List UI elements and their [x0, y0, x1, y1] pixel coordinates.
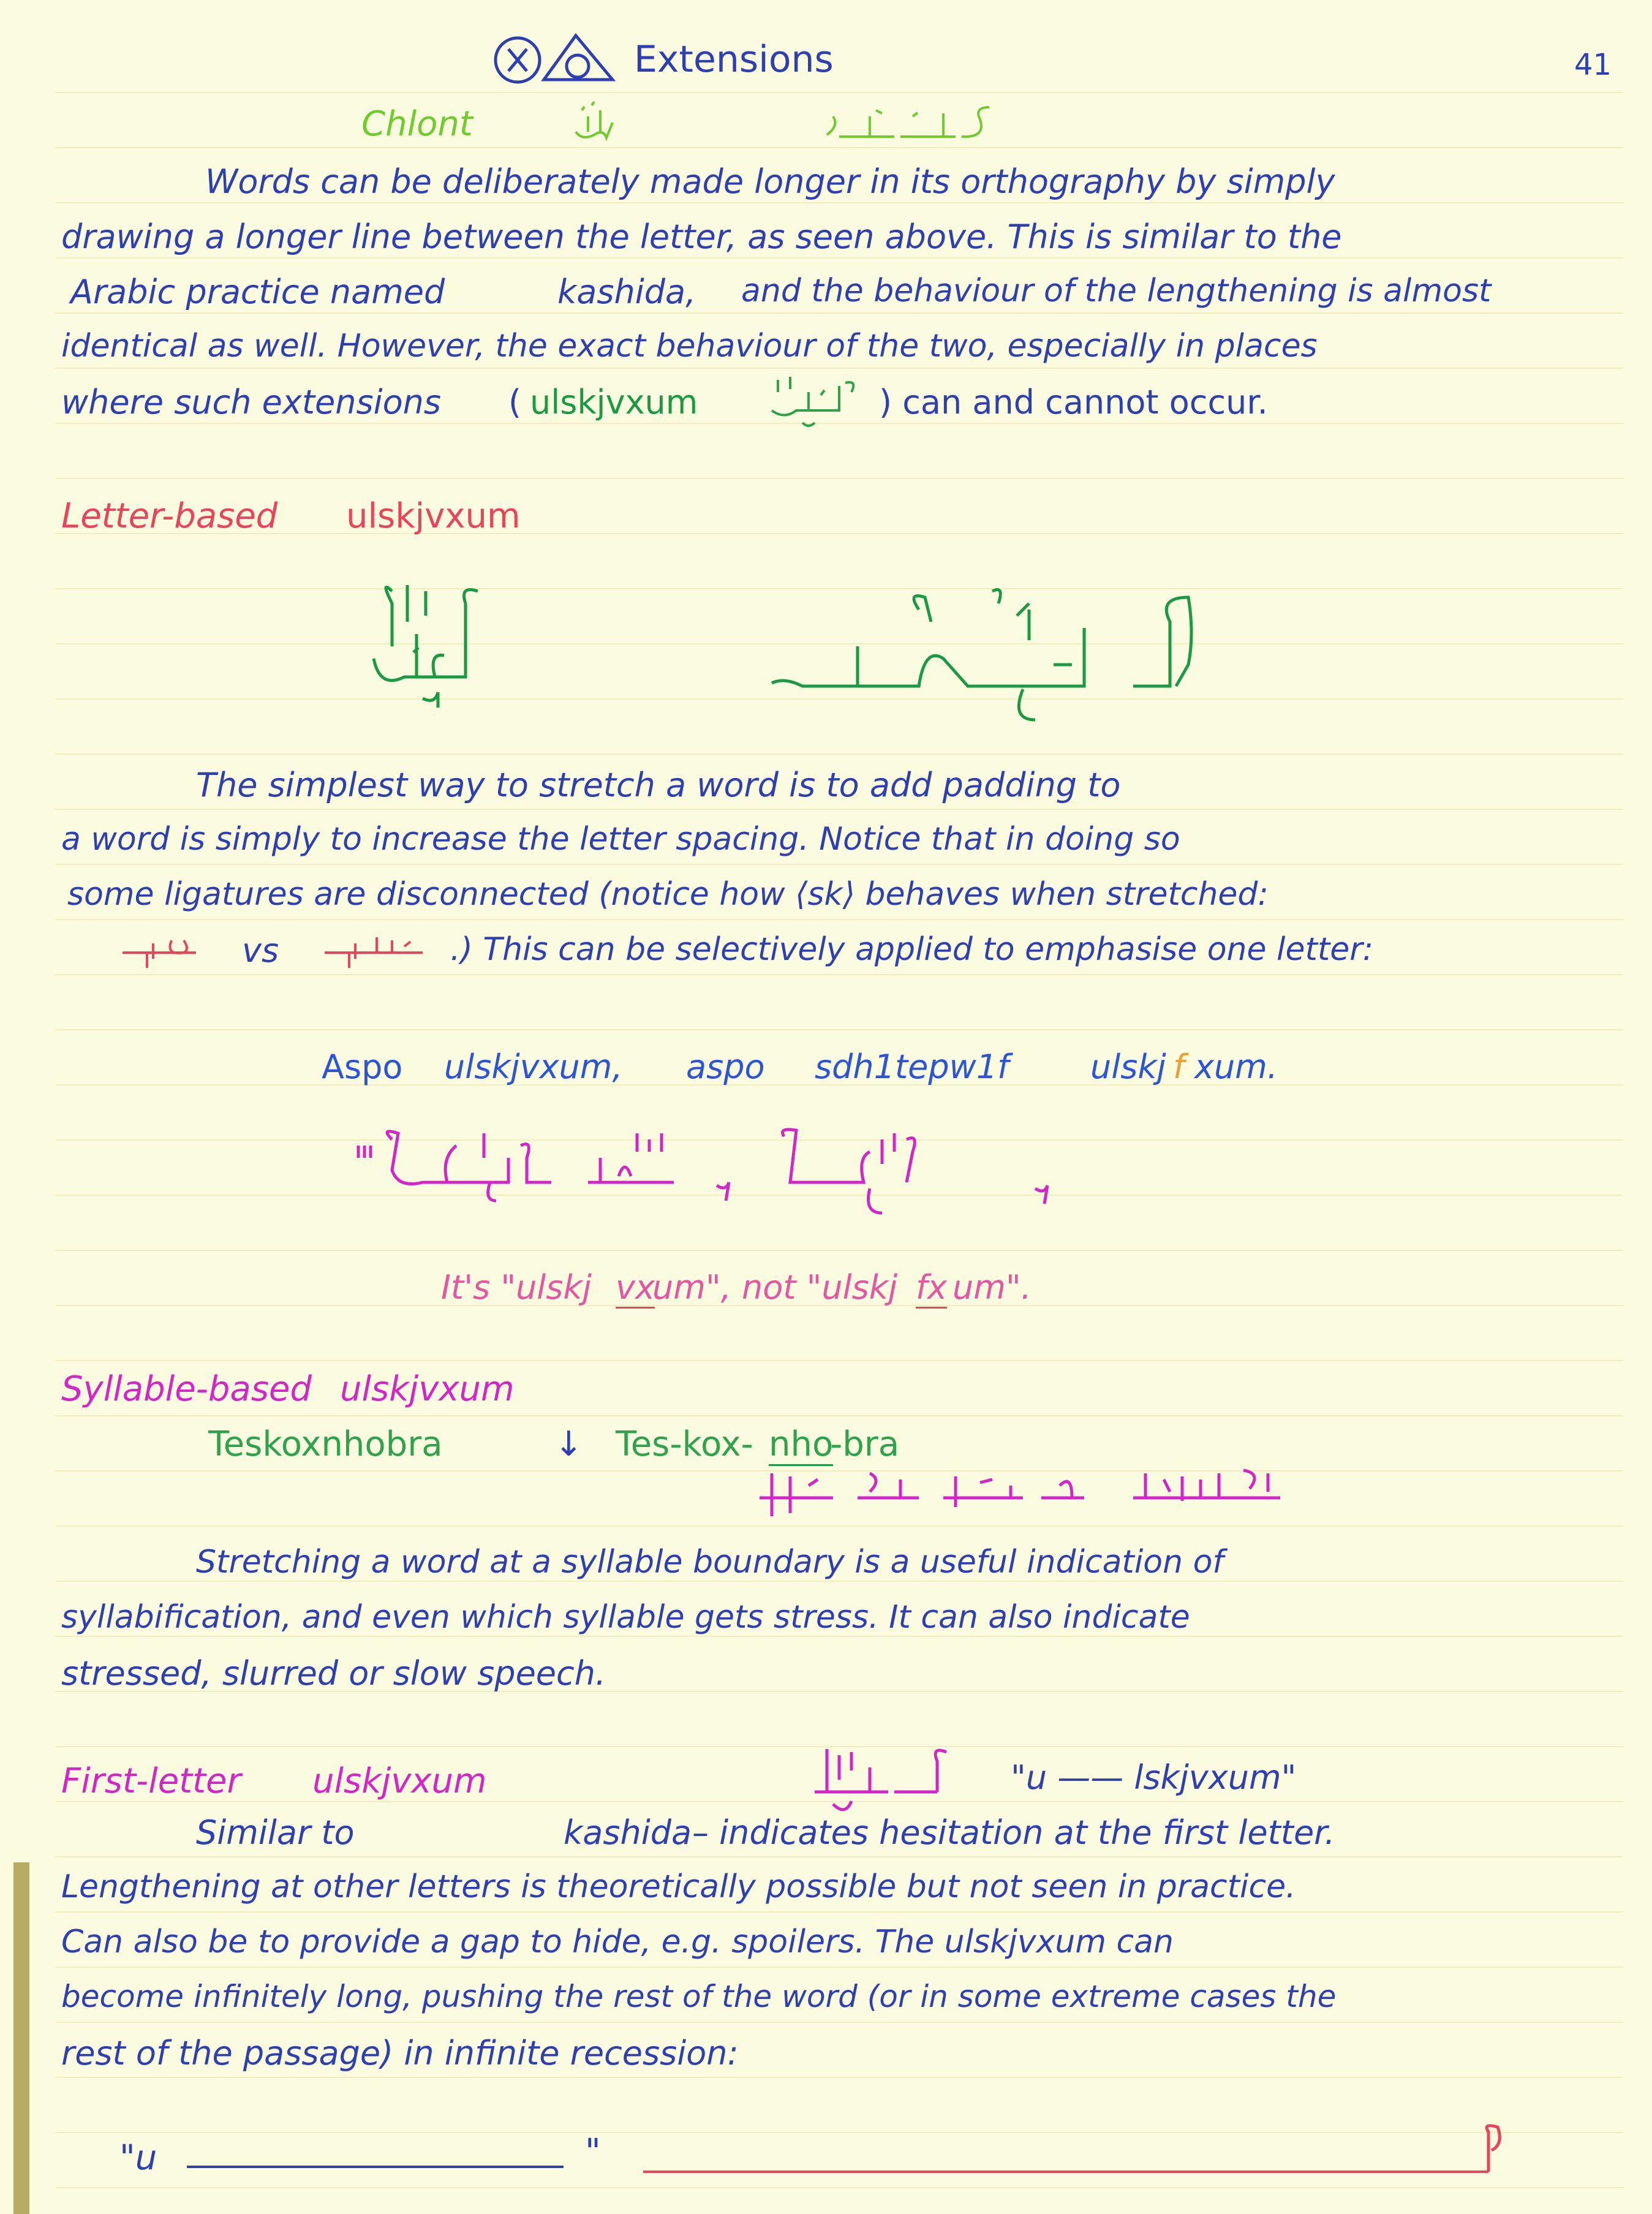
ruled-line: [55, 1415, 1623, 1416]
ruled-line: [55, 1250, 1623, 1251]
intro-paren-open: (: [508, 383, 522, 421]
syllable-split-a: Tes-kox-: [616, 1424, 753, 1464]
first-letter-gloss: "u —— lskjvxum": [1011, 1758, 1297, 1797]
page-title: Extensions: [634, 38, 834, 81]
example-aspo-1: Aspo: [322, 1048, 403, 1086]
syllable-line-2: syllabification, and even which syllable gets stress. It can also indicate: [61, 1599, 1190, 1636]
first-letter-line-3: Can also be to provide a gap to hide, e.g. spoilers. The ulskjvxum can: [61, 1924, 1174, 1960]
syllable-example-word: Teskoxnhobra: [208, 1424, 443, 1464]
correction-part-a: It's "ulskj: [441, 1268, 592, 1307]
letter-based-line-2: a word is simply to increase the letter spacing. Notice that in doing so: [61, 821, 1180, 858]
ruled-line: [55, 1581, 1623, 1582]
ruled-line: [55, 257, 1623, 259]
ruled-line: [55, 202, 1623, 203]
first-letter-line-5: rest of the passage) in infinite recession:: [61, 2034, 739, 2072]
ruled-line: [55, 1856, 1623, 1857]
ruled-line: [55, 809, 1623, 810]
chlont-stretched-glyph: [821, 101, 1005, 147]
intro-line-4: identical as well. However, the exact behaviour of the two, especially in places: [61, 328, 1318, 365]
letter-based-line-4: .) This can be selectively applied to emphasise one letter:: [450, 931, 1374, 968]
ruled-line: [55, 312, 1623, 314]
ruled-line: [55, 754, 1623, 755]
first-letter-line-2: Lengthening at other letters is theoretically possible but not seen in practice.: [61, 1868, 1296, 1905]
ruled-line: [55, 92, 1623, 93]
intro-line-5a: where such extensions: [61, 383, 441, 421]
letter-based-line-1: The simplest way to stretch a word is to add padding to: [196, 766, 1121, 804]
ruled-line: [55, 478, 1623, 479]
example-ulskjvxum: ulskjvxum,: [444, 1048, 623, 1086]
stretched-word-glyph: [766, 573, 1219, 732]
chlont-script-glyph: [570, 98, 619, 147]
page-number: 41: [1574, 48, 1612, 82]
letter-based-heading: Letter-based: [61, 496, 278, 536]
final-blue-stretch-line: [187, 2166, 564, 2168]
ruled-line: [55, 1911, 1623, 1913]
final-quote-open: "u: [119, 2138, 157, 2178]
correction-fx: fx: [916, 1268, 947, 1309]
letter-based-heading-term: ulskjvxum: [346, 496, 521, 536]
syllable-based-heading-term: ulskjvxum: [340, 1369, 515, 1409]
intro-term-kashida: kashida,: [557, 273, 696, 311]
correction-part-c: um".: [952, 1268, 1032, 1307]
syllable-arrow: ↓: [554, 1424, 583, 1464]
ruled-line: [55, 2077, 1623, 2078]
example-ulskj: ulskj: [1090, 1048, 1166, 1086]
example-f-stretched: f: [1173, 1048, 1185, 1086]
final-red-stretch-line: [643, 2171, 1488, 2173]
example-sdh: sdh1tepw1f: [815, 1048, 1009, 1086]
example-xum: xum.: [1194, 1048, 1278, 1086]
ruled-line: [55, 147, 1623, 148]
syllable-line-3: stressed, slurred or slow speech.: [61, 1654, 606, 1693]
final-quote-close: ": [585, 2132, 601, 2172]
vs-label: vs: [242, 931, 279, 970]
ruled-line: [55, 533, 1623, 534]
ruled-line: [55, 1029, 1623, 1030]
syllable-split-c: -bra: [830, 1424, 900, 1464]
ligature-split-glyph: [319, 931, 429, 974]
chlont-label: Chlont: [361, 104, 473, 144]
intro-line-2: drawing a longer line between the letter, as seen above. This is similar to the: [61, 217, 1342, 256]
first-letter-line-4: become infinitely long, pushing the rest of the word (or in some extreme cases the: [61, 1979, 1337, 2014]
first-letter-heading: First-letter: [61, 1761, 241, 1801]
final-red-glyph: [1467, 2120, 1516, 2187]
binding-edge: [13, 1862, 29, 2214]
ulskjvxum-small-glyph: [760, 368, 870, 435]
first-letter-glyph: [809, 1737, 962, 1823]
ligature-joined-glyph: [116, 931, 202, 974]
syllable-script-glyphs: [753, 1461, 1292, 1528]
ruled-line: [55, 1967, 1623, 1968]
first-letter-line-1b: – indicates hesitation at the first letter.: [692, 1813, 1335, 1852]
ruled-line: [55, 974, 1623, 975]
intro-line-3a: Arabic practice named: [70, 273, 445, 311]
syllable-line-1: Stretching a word at a syllable boundary is a useful indication of: [196, 1544, 1224, 1581]
intro-line-3b: and the behaviour of the lengthening is almost: [741, 273, 1492, 309]
intro-term-ulskjvxum: ulskjvxum: [530, 383, 698, 421]
correction-vx: vx: [616, 1268, 655, 1309]
correction-part-b: um", not "ulskj: [652, 1268, 898, 1307]
letter-based-line-3: some ligatures are disconnected (notice how ⟨sk⟩ behaves when stretched:: [67, 876, 1269, 913]
syllable-split-nho: nho: [769, 1424, 833, 1466]
ruled-line: [55, 2187, 1623, 2188]
first-letter-term-kashida: kashida: [564, 1813, 692, 1852]
intro-line-5b: ) can and cannot occur.: [879, 383, 1268, 421]
ruled-line: [55, 2132, 1623, 2133]
ruled-line: [55, 2022, 1623, 2023]
first-letter-line-1a: Similar to: [196, 1813, 355, 1852]
first-letter-heading-term: ulskjvxum: [312, 1761, 487, 1801]
ruled-line: [55, 1636, 1623, 1637]
syllable-based-heading: Syllable-based: [61, 1369, 312, 1409]
example-script-glyphs: [355, 1121, 1078, 1225]
example-aspo-2: aspo: [686, 1048, 765, 1086]
circle-x-circle-o-triangle-icon: [490, 29, 631, 91]
ruled-line: [55, 1360, 1623, 1361]
compact-word-glyph: [355, 567, 490, 720]
intro-line-1: Words can be deliberately made longer in its orthography by simply: [205, 162, 1335, 201]
ruled-line: [55, 919, 1623, 920]
ruled-line: [55, 864, 1623, 865]
